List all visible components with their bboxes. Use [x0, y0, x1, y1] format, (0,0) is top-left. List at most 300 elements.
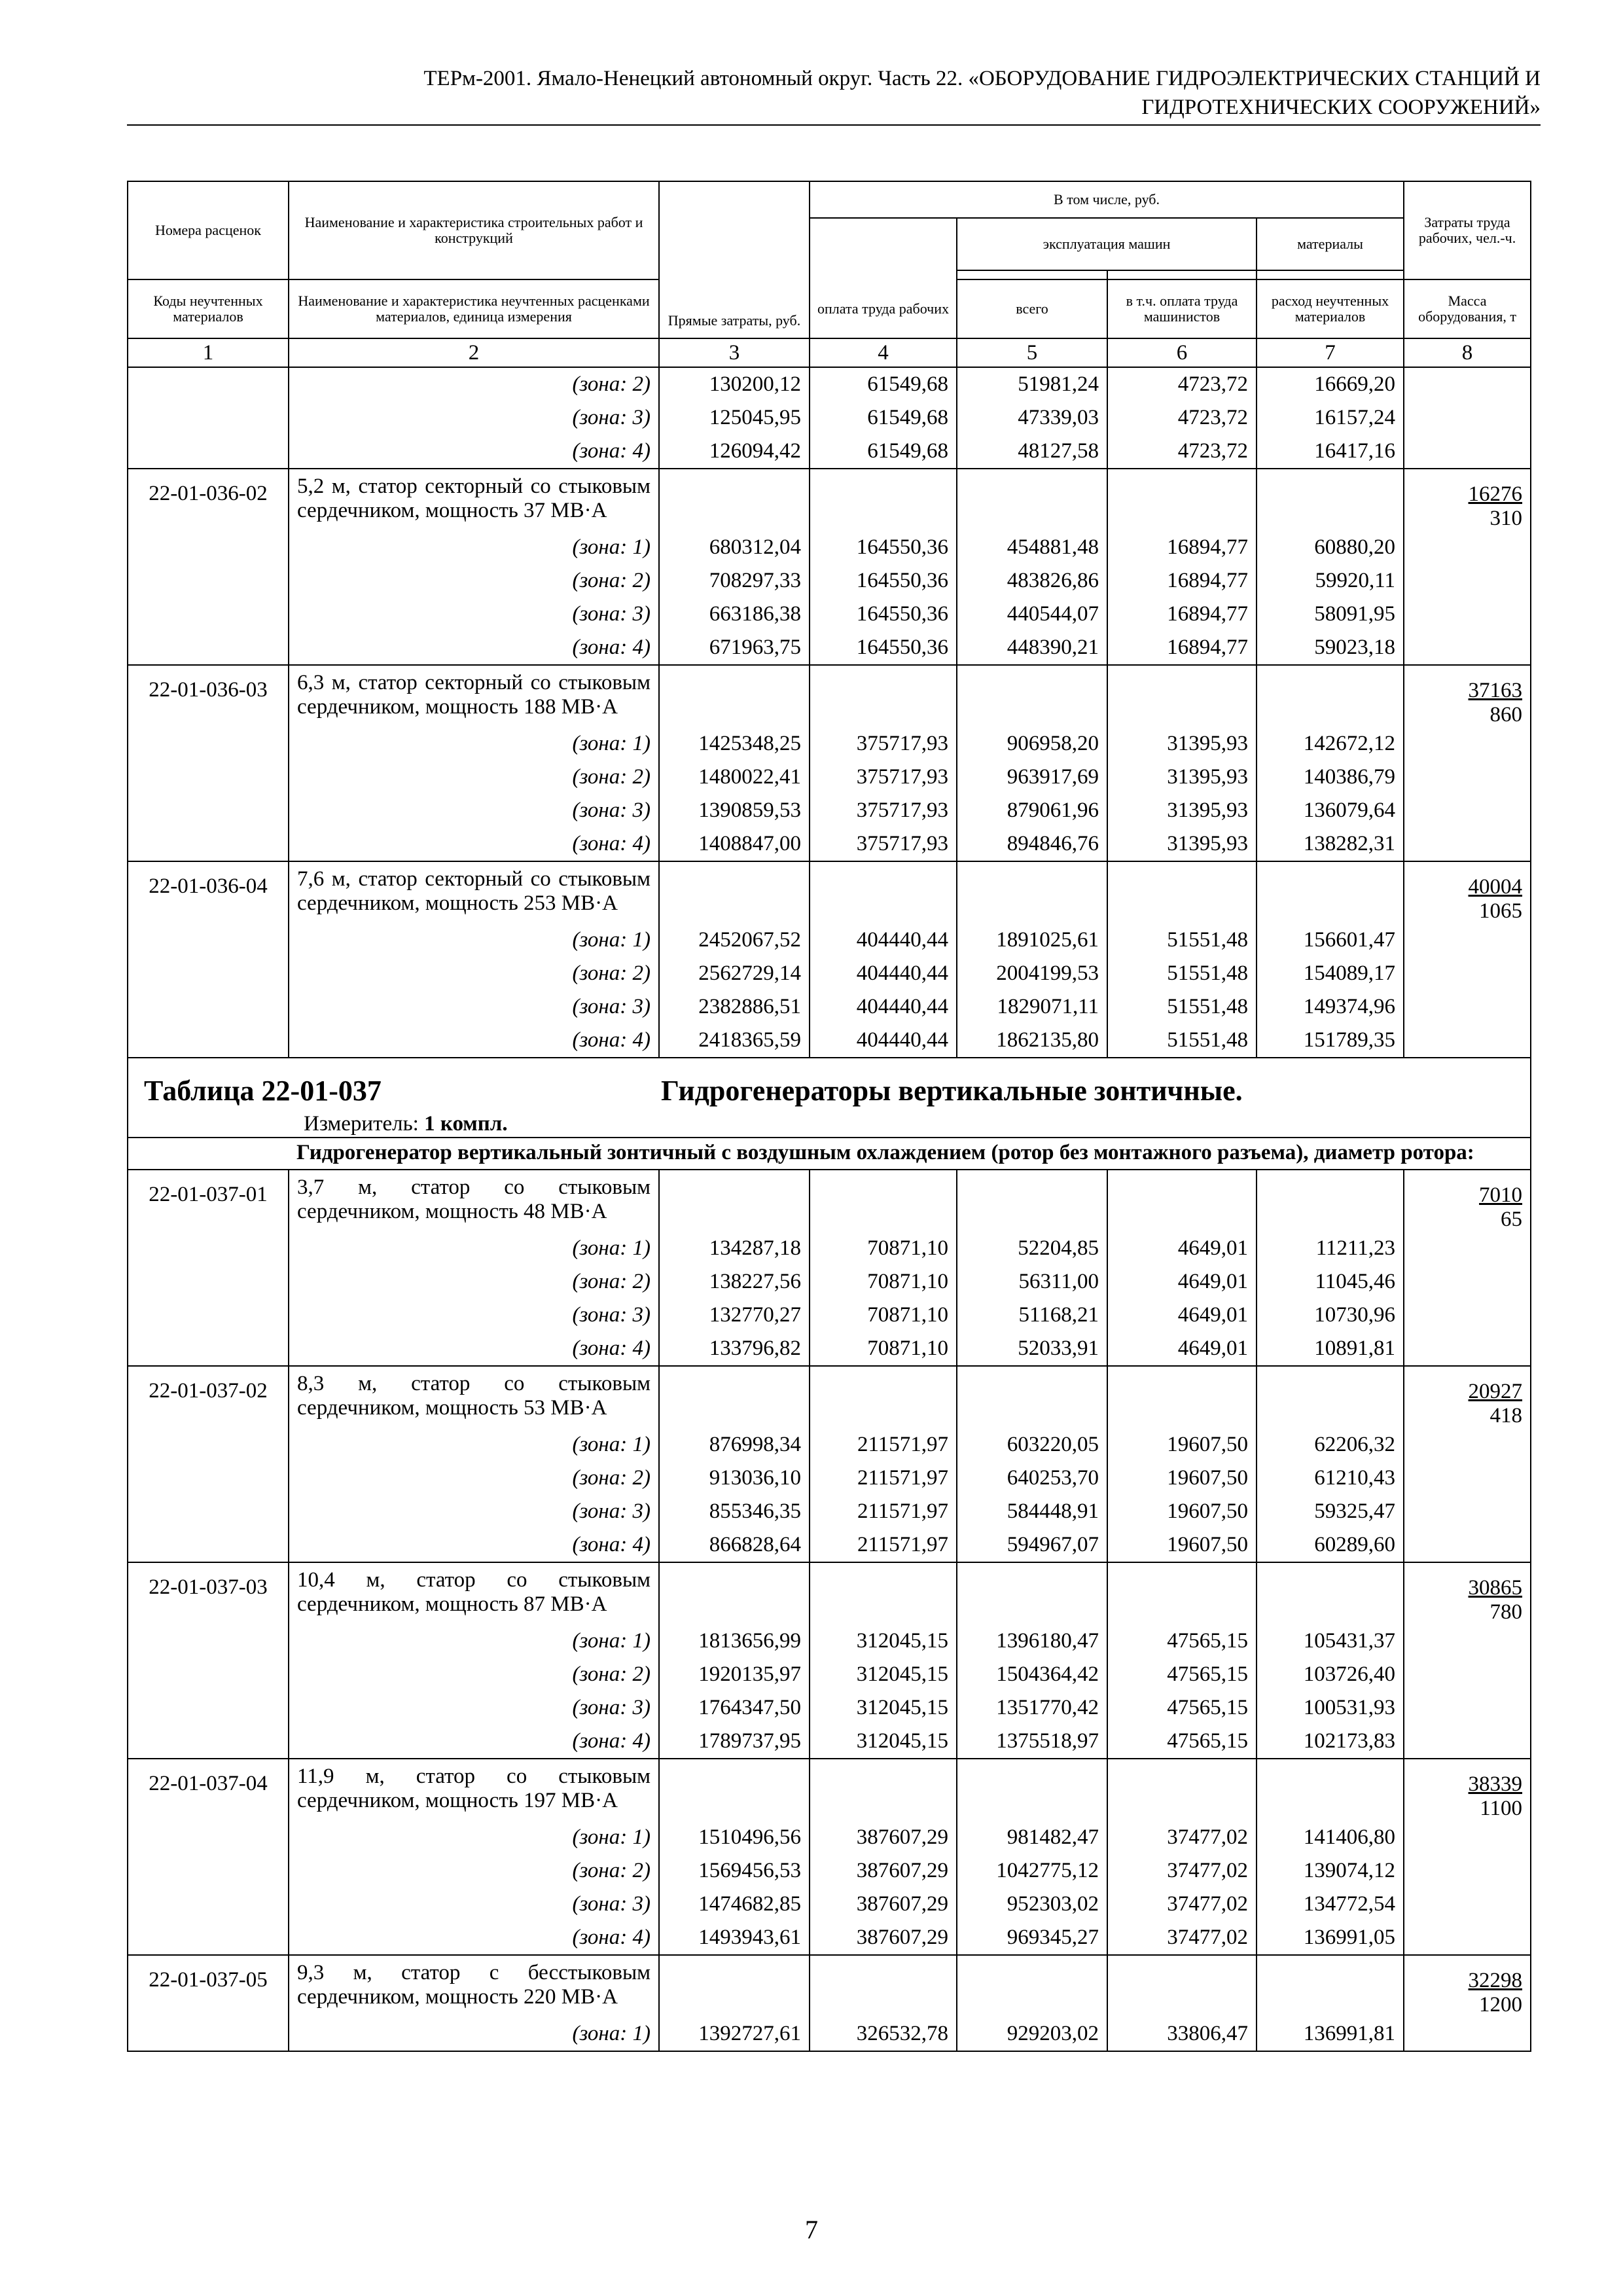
code-cell	[128, 531, 289, 564]
value-cell: 149374,96	[1257, 990, 1404, 1024]
mass-cell	[1404, 1332, 1531, 1366]
code-cell	[128, 1495, 289, 1528]
empty-cell	[659, 665, 810, 727]
value-cell: 134772,54	[1257, 1888, 1404, 1921]
value-cell: 1920135,97	[659, 1658, 810, 1691]
page-number: 7	[805, 2215, 818, 2244]
labor-mass-cell	[1404, 1562, 1531, 1624]
col-material-names: Наименование и характеристика неучтенных расценками материалов, единица измерения	[289, 279, 659, 338]
labor-mass-cell	[1404, 1170, 1531, 1232]
value-cell: 126094,42	[659, 435, 810, 469]
value-cell: 708297,33	[659, 564, 810, 598]
empty-cell	[1107, 861, 1257, 924]
mass-cell	[1404, 924, 1531, 957]
value-cell: 1408847,00	[659, 827, 810, 861]
value-cell: 211571,97	[810, 1528, 957, 1562]
value-cell: 1375518,97	[957, 1725, 1107, 1759]
mass-cell	[1404, 631, 1531, 665]
value-cell: 19607,50	[1107, 1462, 1257, 1495]
mass-cell	[1404, 1821, 1531, 1854]
empty-cell	[957, 1170, 1107, 1232]
value-cell: 671963,75	[659, 631, 810, 665]
zone-row	[128, 1624, 1531, 1658]
header-line-2: ГИДРОТЕХНИЧЕСКИХ СООРУЖЕНИЙ»	[1141, 96, 1541, 119]
empty-cell	[1257, 1170, 1404, 1232]
value-cell: 16894,77	[1107, 564, 1257, 598]
value-cell: 1493943,61	[659, 1921, 810, 1955]
empty-cell	[957, 665, 1107, 727]
mass-cell	[1404, 1428, 1531, 1462]
empty-cell	[810, 1170, 957, 1232]
rate-item-row	[128, 1955, 1531, 2017]
rate-item-row	[128, 861, 1531, 924]
table-header	[128, 181, 1531, 367]
equipment-mass: 860	[1489, 703, 1523, 726]
value-cell: 132770,27	[659, 1299, 810, 1332]
empty-cell	[810, 1562, 957, 1624]
value-cell: 10891,81	[1257, 1332, 1404, 1366]
mass-cell	[1404, 761, 1531, 794]
mass-cell	[1404, 1854, 1531, 1888]
zone-label: (зона: 2)	[289, 1658, 659, 1691]
value-cell: 1042775,12	[957, 1854, 1107, 1888]
zone-row	[128, 761, 1531, 794]
zone-label: (зона: 4)	[289, 1725, 659, 1759]
value-cell: 387607,29	[810, 1854, 957, 1888]
empty-cell	[1257, 1955, 1404, 2017]
value-cell: 139074,12	[1257, 1854, 1404, 1888]
col-including: В том числе, руб.	[810, 181, 1404, 218]
zone-label: (зона: 4)	[289, 435, 659, 469]
code-cell	[128, 1691, 289, 1725]
labor-mass-cell	[1404, 1759, 1531, 1821]
code-cell	[128, 957, 289, 990]
code-cell	[128, 1428, 289, 1462]
value-cell: 31395,93	[1107, 827, 1257, 861]
col-direct-costs: Прямые затраты, руб.	[659, 181, 810, 338]
value-cell: 138227,56	[659, 1265, 810, 1299]
empty-cell	[1257, 1562, 1404, 1624]
rate-description: 11,9 м, статор со стыковым сердечником, мощность 197 МВ·А	[289, 1759, 659, 1821]
value-cell: 454881,48	[957, 531, 1107, 564]
zone-label: (зона: 2)	[289, 1462, 659, 1495]
value-cell: 404440,44	[810, 924, 957, 957]
value-cell: 59325,47	[1257, 1495, 1404, 1528]
zone-label: (зона: 3)	[289, 1691, 659, 1725]
value-cell: 929203,02	[957, 2017, 1107, 2051]
value-cell: 375717,93	[810, 794, 957, 827]
rate-code: 22-01-037-02	[128, 1366, 289, 1428]
column-number: 7	[1257, 338, 1404, 367]
value-cell: 1390859,53	[659, 794, 810, 827]
mass-cell	[1404, 1265, 1531, 1299]
mass-cell	[1404, 367, 1531, 401]
zone-label: (зона: 2)	[289, 957, 659, 990]
zone-row	[128, 531, 1531, 564]
col-material-codes: Коды неучтенных материалов	[128, 279, 289, 338]
value-cell: 1862135,80	[957, 1024, 1107, 1058]
value-cell: 404440,44	[810, 1024, 957, 1058]
col-material-consumption: расход неучтенных материалов	[1257, 279, 1404, 338]
value-cell: 37477,02	[1107, 1888, 1257, 1921]
table-037-caption	[128, 1058, 1531, 1170]
zone-row	[128, 1658, 1531, 1691]
value-cell: 4649,01	[1107, 1332, 1257, 1366]
labor-mass-cell	[1404, 861, 1531, 924]
equipment-mass: 310	[1489, 507, 1523, 530]
header-line-1: ТЕРм-2001. Ямало-Ненецкий автономный округ. Часть 22. «ОБОРУДОВАНИЕ ГИДРОЭЛЕКТРИЧЕСКИХ СТАНЦИЙ И	[423, 67, 1541, 90]
value-cell: 11045,46	[1257, 1265, 1404, 1299]
value-cell: 70871,10	[810, 1299, 957, 1332]
zone-label: (зона: 3)	[289, 598, 659, 631]
value-cell: 47565,15	[1107, 1725, 1257, 1759]
mass-cell	[1404, 2017, 1531, 2051]
zone-row	[128, 564, 1531, 598]
value-cell: 125045,95	[659, 401, 810, 435]
rate-code: 22-01-036-03	[128, 665, 289, 727]
value-cell: 969345,27	[957, 1921, 1107, 1955]
labor-hours: 38339	[1468, 1772, 1523, 1796]
column-numbers-row	[128, 338, 1531, 367]
empty-cell	[957, 1562, 1107, 1624]
value-cell: 141406,80	[1257, 1821, 1404, 1854]
mass-cell	[1404, 1462, 1531, 1495]
code-cell	[128, 1658, 289, 1691]
value-cell: 70871,10	[810, 1232, 957, 1265]
equipment-mass: 1100	[1480, 1797, 1523, 1820]
zone-row	[128, 1495, 1531, 1528]
value-cell: 1351770,42	[957, 1691, 1107, 1725]
value-cell: 211571,97	[810, 1428, 957, 1462]
zone-row	[128, 957, 1531, 990]
value-cell: 19607,50	[1107, 1528, 1257, 1562]
value-cell: 326532,78	[810, 2017, 957, 2051]
value-cell: 2004199,53	[957, 957, 1107, 990]
zone-row	[128, 1854, 1531, 1888]
value-cell: 16669,20	[1257, 367, 1404, 401]
value-cell: 61210,43	[1257, 1462, 1404, 1495]
labor-mass-cell	[1404, 469, 1531, 531]
zone-row	[128, 1332, 1531, 1366]
code-cell	[128, 1725, 289, 1759]
labor-mass-cell	[1404, 665, 1531, 727]
zone-row	[128, 401, 1531, 435]
value-cell: 51551,48	[1107, 957, 1257, 990]
zone-label: (зона: 2)	[289, 1854, 659, 1888]
value-cell: 62206,32	[1257, 1428, 1404, 1462]
value-cell: 1510496,56	[659, 1821, 810, 1854]
rate-code: 22-01-037-05	[128, 1955, 289, 2017]
zone-row	[128, 1725, 1531, 1759]
value-cell: 1569456,53	[659, 1854, 810, 1888]
zone-label: (зона: 4)	[289, 1024, 659, 1058]
value-cell: 16894,77	[1107, 598, 1257, 631]
value-cell: 100531,93	[1257, 1691, 1404, 1725]
equipment-mass: 1200	[1479, 1993, 1523, 2017]
column-number: 5	[957, 338, 1107, 367]
value-cell: 16157,24	[1257, 401, 1404, 435]
empty-cell	[957, 469, 1107, 531]
value-cell: 1396180,47	[957, 1624, 1107, 1658]
value-cell: 51551,48	[1107, 924, 1257, 957]
column-number: 1	[128, 338, 289, 367]
mass-cell	[1404, 727, 1531, 761]
value-cell: 60289,60	[1257, 1528, 1404, 1562]
value-cell: 52033,91	[957, 1332, 1107, 1366]
value-cell: 584448,91	[957, 1495, 1107, 1528]
zone-label: (зона: 4)	[289, 631, 659, 665]
code-cell	[128, 924, 289, 957]
labor-hours: 20927	[1468, 1380, 1523, 1403]
code-cell	[128, 367, 289, 401]
zone-label: (зона: 2)	[289, 564, 659, 598]
mass-cell	[1404, 1691, 1531, 1725]
value-cell: 1891025,61	[957, 924, 1107, 957]
equipment-mass: 418	[1489, 1404, 1523, 1427]
zone-row	[128, 1528, 1531, 1562]
value-cell: 448390,21	[957, 631, 1107, 665]
value-cell: 404440,44	[810, 957, 957, 990]
mass-cell	[1404, 1921, 1531, 1955]
value-cell: 10730,96	[1257, 1299, 1404, 1332]
mass-cell	[1404, 435, 1531, 469]
value-cell: 483826,86	[957, 564, 1107, 598]
zone-label: (зона: 1)	[289, 531, 659, 564]
column-number: 4	[810, 338, 957, 367]
value-cell: 56311,00	[957, 1265, 1107, 1299]
zone-row	[128, 1691, 1531, 1725]
col-materials: материалы	[1257, 218, 1404, 270]
value-cell: 151789,35	[1257, 1024, 1404, 1058]
equipment-mass: 65	[1501, 1208, 1523, 1231]
zone-label: (зона: 1)	[289, 2017, 659, 2051]
code-cell	[128, 1528, 289, 1562]
value-cell: 48127,58	[957, 435, 1107, 469]
zone-label: (зона: 3)	[289, 990, 659, 1024]
zone-row	[128, 631, 1531, 665]
mass-cell	[1404, 1232, 1531, 1265]
rate-description: 5,2 м, статор секторный со стыковым сердечником, мощность 37 МВ·А	[289, 469, 659, 531]
value-cell: 61549,68	[810, 401, 957, 435]
value-cell: 2562729,14	[659, 957, 810, 990]
zone-label: (зона: 4)	[289, 1921, 659, 1955]
value-cell: 51981,24	[957, 367, 1107, 401]
value-cell: 603220,05	[957, 1428, 1107, 1462]
empty-cell	[659, 1759, 810, 1821]
value-cell: 19607,50	[1107, 1428, 1257, 1462]
mass-cell	[1404, 794, 1531, 827]
value-cell: 58091,95	[1257, 598, 1404, 631]
rate-description: 8,3 м, статор со стыковым сердечником, мощность 53 МВ·А	[289, 1366, 659, 1428]
rate-code: 22-01-037-04	[128, 1759, 289, 1821]
empty-cell	[810, 665, 957, 727]
zone-row	[128, 1462, 1531, 1495]
empty-cell	[1257, 1759, 1404, 1821]
empty-cell	[1257, 1366, 1404, 1428]
value-cell: 1829071,11	[957, 990, 1107, 1024]
measure-value: 1 компл.	[424, 1112, 508, 1136]
value-cell: 1425348,25	[659, 727, 810, 761]
value-cell: 47565,15	[1107, 1624, 1257, 1658]
table-title: Гидрогенераторы вертикальные зонтичные.	[661, 1075, 1243, 1107]
value-cell: 1764347,50	[659, 1691, 810, 1725]
col-work-name: Наименование и характеристика строительных работ и конструкций	[289, 181, 659, 279]
value-cell: 31395,93	[1107, 727, 1257, 761]
zone-label: (зона: 4)	[289, 827, 659, 861]
zone-row	[128, 1821, 1531, 1854]
value-cell: 440544,07	[957, 598, 1107, 631]
zone-label: (зона: 1)	[289, 1821, 659, 1854]
value-cell: 876998,34	[659, 1428, 810, 1462]
mass-cell	[1404, 1624, 1531, 1658]
value-cell: 133796,82	[659, 1332, 810, 1366]
code-cell	[128, 1265, 289, 1299]
empty-cell	[659, 1170, 810, 1232]
value-cell: 312045,15	[810, 1725, 957, 1759]
value-cell: 60880,20	[1257, 531, 1404, 564]
zone-row	[128, 1232, 1531, 1265]
value-cell: 16417,16	[1257, 435, 1404, 469]
col-machines: эксплуатация машин	[957, 218, 1257, 270]
value-cell: 4723,72	[1107, 401, 1257, 435]
value-cell: 4649,01	[1107, 1265, 1257, 1299]
mass-cell	[1404, 401, 1531, 435]
value-cell: 855346,35	[659, 1495, 810, 1528]
labor-hours: 7010	[1479, 1183, 1523, 1207]
value-cell: 134287,18	[659, 1232, 810, 1265]
value-cell: 2452067,52	[659, 924, 810, 957]
value-cell: 164550,36	[810, 531, 957, 564]
value-cell: 19607,50	[1107, 1495, 1257, 1528]
value-cell: 70871,10	[810, 1265, 957, 1299]
zone-label: (зона: 4)	[289, 1528, 659, 1562]
value-cell: 140386,79	[1257, 761, 1404, 794]
zone-label: (зона: 2)	[289, 367, 659, 401]
zone-row	[128, 2017, 1531, 2051]
value-cell: 103726,40	[1257, 1658, 1404, 1691]
value-cell: 164550,36	[810, 598, 957, 631]
zone-label: (зона: 3)	[289, 1888, 659, 1921]
value-cell: 866828,64	[659, 1528, 810, 1562]
value-cell: 1504364,42	[957, 1658, 1107, 1691]
code-cell	[128, 2017, 289, 2051]
value-cell: 963917,69	[957, 761, 1107, 794]
value-cell: 16894,77	[1107, 631, 1257, 665]
labor-hours: 30865	[1468, 1576, 1523, 1600]
rate-description: 3,7 м, статор со стыковым сердечником, мощность 48 МВ·А	[289, 1170, 659, 1232]
empty-cell	[957, 1955, 1107, 2017]
value-cell: 1789737,95	[659, 1725, 810, 1759]
labor-mass-cell	[1404, 1366, 1531, 1428]
code-cell	[128, 435, 289, 469]
value-cell: 680312,04	[659, 531, 810, 564]
mass-cell	[1404, 957, 1531, 990]
empty-cell	[659, 469, 810, 531]
rates-table	[127, 181, 1531, 2052]
value-cell: 51551,48	[1107, 1024, 1257, 1058]
empty-cell	[659, 1955, 810, 2017]
empty-cell	[659, 1562, 810, 1624]
value-cell: 16894,77	[1107, 531, 1257, 564]
labor-mass-cell	[1404, 1955, 1531, 2017]
code-cell	[128, 827, 289, 861]
rate-code: 22-01-036-02	[128, 469, 289, 531]
value-cell: 61549,68	[810, 435, 957, 469]
code-cell	[128, 1232, 289, 1265]
value-cell: 2418365,59	[659, 1024, 810, 1058]
mass-cell	[1404, 1528, 1531, 1562]
col-labor-hours: Затраты труда рабочих, чел.-ч.	[1404, 181, 1531, 279]
zone-row	[128, 1265, 1531, 1299]
value-cell: 136079,64	[1257, 794, 1404, 827]
value-cell: 33806,47	[1107, 2017, 1257, 2051]
value-cell: 594967,07	[957, 1528, 1107, 1562]
empty-cell	[1257, 469, 1404, 531]
rate-item-row	[128, 1366, 1531, 1428]
zone-row	[128, 924, 1531, 957]
empty-cell	[810, 861, 957, 924]
column-number: 2	[289, 338, 659, 367]
value-cell: 1392727,61	[659, 2017, 810, 2051]
value-cell: 4723,72	[1107, 367, 1257, 401]
value-cell: 51551,48	[1107, 990, 1257, 1024]
value-cell: 404440,44	[810, 990, 957, 1024]
code-cell	[128, 727, 289, 761]
zone-row	[128, 435, 1531, 469]
code-cell	[128, 598, 289, 631]
value-cell: 47565,15	[1107, 1691, 1257, 1725]
empty-cell	[810, 1366, 957, 1428]
value-cell: 102173,83	[1257, 1725, 1404, 1759]
value-cell: 663186,38	[659, 598, 810, 631]
zone-row	[128, 727, 1531, 761]
code-cell	[128, 631, 289, 665]
column-number: 3	[659, 338, 810, 367]
value-cell: 4649,01	[1107, 1299, 1257, 1332]
mass-cell	[1404, 531, 1531, 564]
value-cell: 375717,93	[810, 727, 957, 761]
value-cell: 70871,10	[810, 1332, 957, 1366]
rate-item-row	[128, 469, 1531, 531]
code-cell	[128, 1624, 289, 1658]
mass-cell	[1404, 1299, 1531, 1332]
value-cell: 59023,18	[1257, 631, 1404, 665]
rate-code: 22-01-037-03	[128, 1562, 289, 1624]
value-cell: 136991,05	[1257, 1921, 1404, 1955]
value-cell: 387607,29	[810, 1888, 957, 1921]
zone-row	[128, 1888, 1531, 1921]
col-machines-total: всего	[957, 279, 1107, 338]
mass-cell	[1404, 1725, 1531, 1759]
table-body-037	[128, 1170, 1531, 2051]
value-cell: 1813656,99	[659, 1624, 810, 1658]
value-cell: 61549,68	[810, 367, 957, 401]
labor-hours: 37163	[1468, 679, 1523, 702]
empty-cell	[957, 1759, 1107, 1821]
empty-cell	[1257, 665, 1404, 727]
zone-row	[128, 1921, 1531, 1955]
code-cell	[128, 1888, 289, 1921]
zone-label: (зона: 1)	[289, 1624, 659, 1658]
value-cell: 952303,02	[957, 1888, 1107, 1921]
mass-cell	[1404, 1658, 1531, 1691]
value-cell: 59920,11	[1257, 564, 1404, 598]
value-cell: 906958,20	[957, 727, 1107, 761]
empty-cell	[1107, 1366, 1257, 1428]
value-cell: 138282,31	[1257, 827, 1404, 861]
value-cell: 387607,29	[810, 1921, 957, 1955]
zone-label: (зона: 1)	[289, 1428, 659, 1462]
